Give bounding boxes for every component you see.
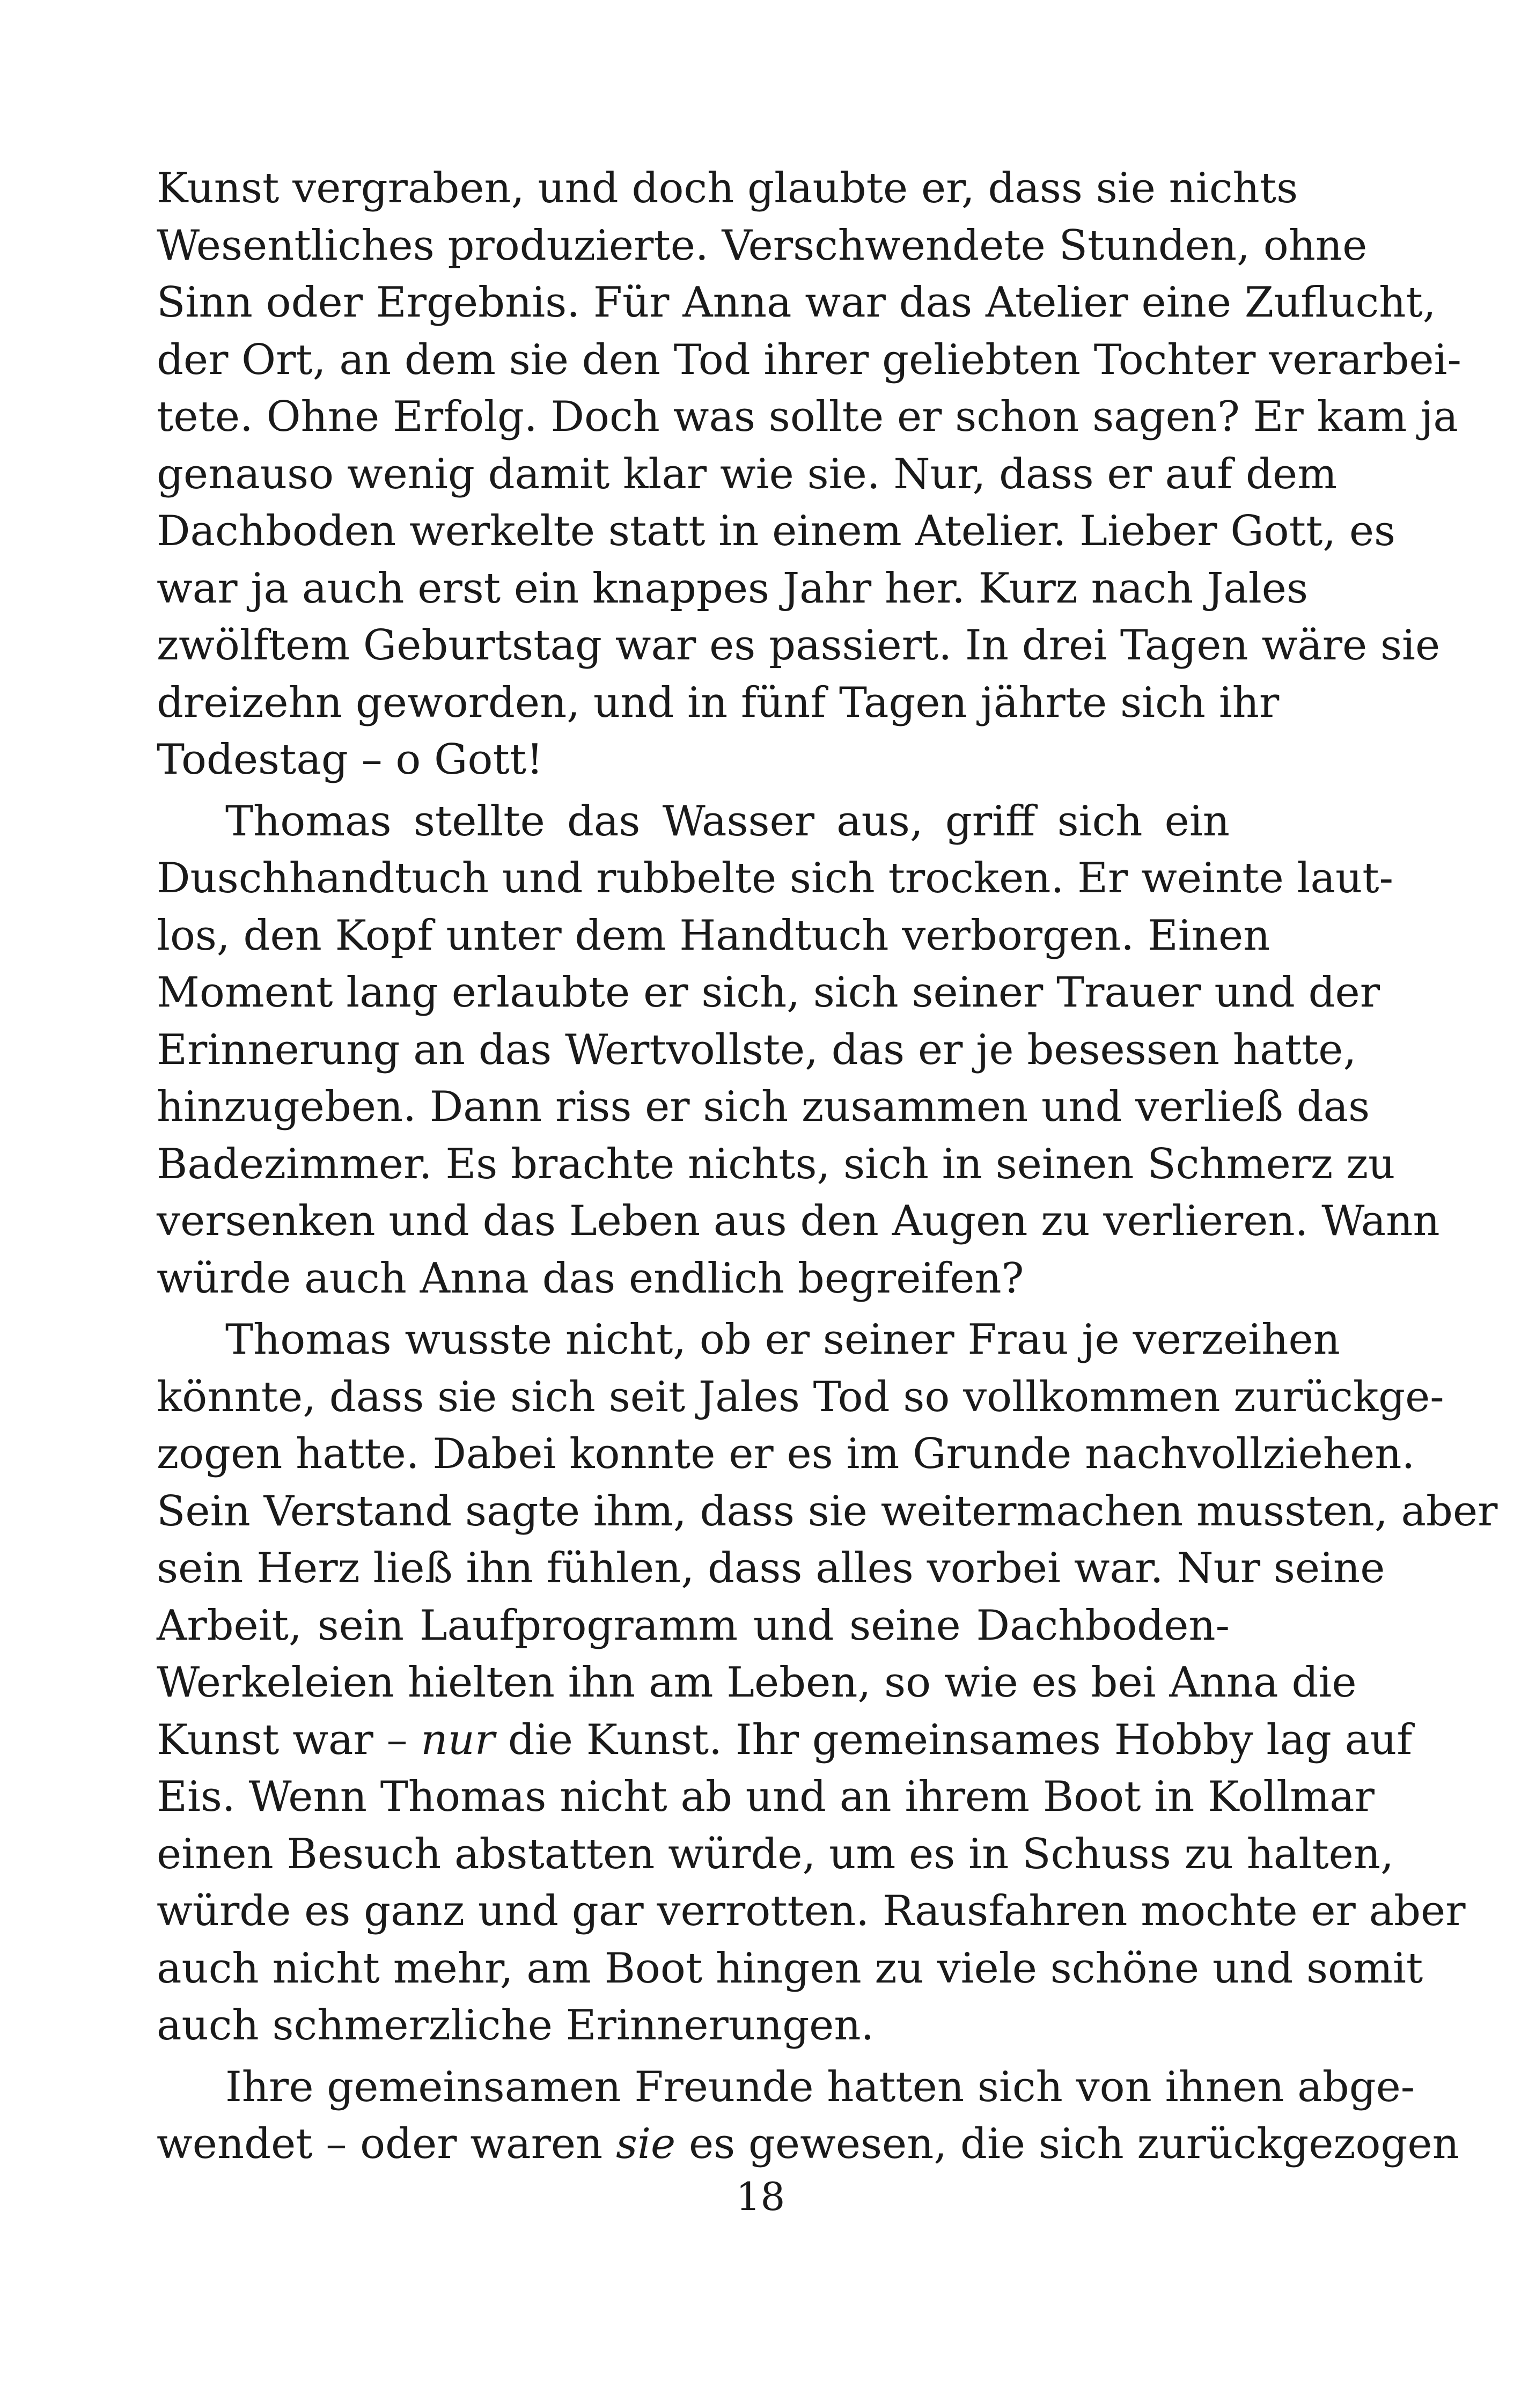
text-line (157, 274, 1436, 332)
text-line (157, 1768, 1375, 1826)
text-run: war ja auch erst ein knappes Jahr her. Kurz nach Jales (157, 564, 1308, 613)
text-line (157, 1426, 1415, 1483)
text-run: Wesentliches produzierte. Verschwendete Stunden, ohne (157, 221, 1368, 270)
text-run: Sein Verstand sagte ihm, dass sie weitermachen mussten, aber (157, 1487, 1498, 1536)
text-line (157, 1250, 1230, 1308)
italic-text: sie (616, 2120, 676, 2168)
text-line (157, 793, 1230, 850)
text-run: Todestag – o Gott! (157, 736, 543, 784)
paragraph-gap (157, 1307, 1230, 1311)
text-run: Thomas wusste nicht, ob er seiner Frau je verzeihen (225, 1316, 1340, 1364)
text-run: versenken und das Leben aus den Augen zu verlieren. Wann (157, 1197, 1440, 1245)
text-run: Erinnerung an das Wertvollste, das er je besessen hatte, (157, 1025, 1357, 1074)
text-line (157, 560, 1308, 618)
text-run: zwölftem Geburtstag war es passiert. In drei Tagen wäre sie (157, 621, 1441, 670)
text-run: Eis. Wenn Thomas nicht ab und an ihrem Boot in Kollmar (157, 1773, 1375, 1821)
text-line (157, 617, 1441, 674)
text-run: tete. Ohne Erfolg. Doch was sollte er schon sagen? Er kam ja (157, 393, 1458, 441)
text-line (157, 850, 1393, 907)
paragraph (157, 793, 1440, 1308)
text-run: wendet – oder waren (157, 2120, 616, 2168)
text-run: Badezimmer. Es brachte nichts, sich in seinen Schmerz zu (157, 1140, 1395, 1188)
text-run: Arbeit, sein Laufprogramm und seine Dachboden- (157, 1601, 1230, 1650)
italic-text: nur (421, 1715, 495, 1764)
paragraph (157, 160, 1461, 789)
text-run: es gewesen, die sich zurückgezogen (675, 2120, 1459, 2168)
text-line (157, 2059, 1415, 2116)
text-line (157, 731, 1230, 789)
text-run: der Ort, an dem sie den Tod ihrer geliebten Tochter verarbei- (157, 335, 1461, 384)
text-run: los, den Kopf unter dem Handtuch verborgen. Einen (157, 911, 1270, 960)
paragraph-gap (157, 2054, 1230, 2059)
paragraph (157, 2059, 1459, 2173)
text-run: Duschhandtuch und rubbelte sich trocken. Er weinte laut- (157, 854, 1393, 902)
text-line (157, 446, 1338, 503)
text-line (157, 388, 1458, 446)
text-line (157, 217, 1368, 275)
text-run: Kunst war – (157, 1715, 421, 1764)
text-run: dreizehn geworden, und in fünf Tagen jährte sich ihr (157, 678, 1280, 727)
text-line (157, 1540, 1385, 1597)
text-run: sein Herz ließ ihn fühlen, dass alles vorbei war. Nur seine (157, 1544, 1385, 1592)
text-run: auch nicht mehr, am Boot hingen zu viele schöne und somit (157, 1944, 1423, 1993)
text-run: genauso wenig damit klar wie sie. Nur, dass er auf dem (157, 450, 1338, 498)
text-line (157, 1654, 1357, 1712)
text-line (157, 674, 1280, 732)
text-run: würde es ganz und gar verrotten. Rausfahren mochte er aber (157, 1887, 1466, 1935)
text-line (157, 907, 1270, 965)
text-run: Dachboden werkelte statt in einem Atelier. Lieber Gott, es (157, 507, 1396, 555)
paragraph (157, 1311, 1498, 2054)
text-run: Ihre gemeinsamen Freunde hatten sich von ihnen abge- (225, 2062, 1415, 2111)
text-line (157, 1712, 1413, 1769)
text-line (157, 332, 1461, 389)
text-line (157, 503, 1396, 560)
text-line (157, 1483, 1498, 1540)
text-run: Sinn oder Ergebnis. Für Anna war das Atelier eine Zuflucht, (157, 278, 1436, 327)
text-line (157, 2116, 1459, 2173)
text-line (157, 160, 1298, 217)
text-run: Werkeleien hielten ihn am Leben, so wie es bei Anna die (157, 1658, 1357, 1707)
text-line (157, 1311, 1340, 1369)
text-line (157, 964, 1380, 1022)
text-run: hinzugeben. Dann riss er sich zusammen und verließ das (157, 1083, 1370, 1131)
text-run: könnte, dass sie sich seit Jales Tod so vollkommen zurückge- (157, 1372, 1444, 1421)
text-run: Thomas stellte das Wasser aus, griff sich ein (225, 797, 1230, 846)
text-run: auch schmerzliche Erinnerungen. (157, 2001, 875, 2050)
text-line (157, 1597, 1230, 1655)
text-run: die Kunst. Ihr gemeinsames Hobby lag auf (495, 1715, 1413, 1764)
text-line (157, 1826, 1394, 1883)
text-line (157, 1369, 1444, 1426)
text-line (157, 1022, 1357, 1079)
text-line (157, 1136, 1395, 1193)
text-line (157, 1193, 1440, 1250)
text-line (157, 1940, 1423, 1998)
paragraph-gap (157, 789, 1230, 793)
text-line (157, 1883, 1466, 1940)
text-run: zogen hatte. Dabei konnte er es im Grunde nachvollziehen. (157, 1430, 1415, 1478)
page-number: 18 (736, 2174, 785, 2219)
body-text (157, 160, 1498, 2173)
text-run: Kunst vergraben, und doch glaubte er, dass sie nichts (157, 164, 1298, 212)
text-line (157, 1997, 1230, 2054)
text-line (157, 1078, 1370, 1136)
text-run: würde auch Anna das endlich begreifen? (157, 1254, 1024, 1303)
text-run: Moment lang erlaubte er sich, sich seiner Trauer und der (157, 968, 1380, 1017)
text-run: einen Besuch abstatten würde, um es in Schuss zu halten, (157, 1830, 1394, 1878)
